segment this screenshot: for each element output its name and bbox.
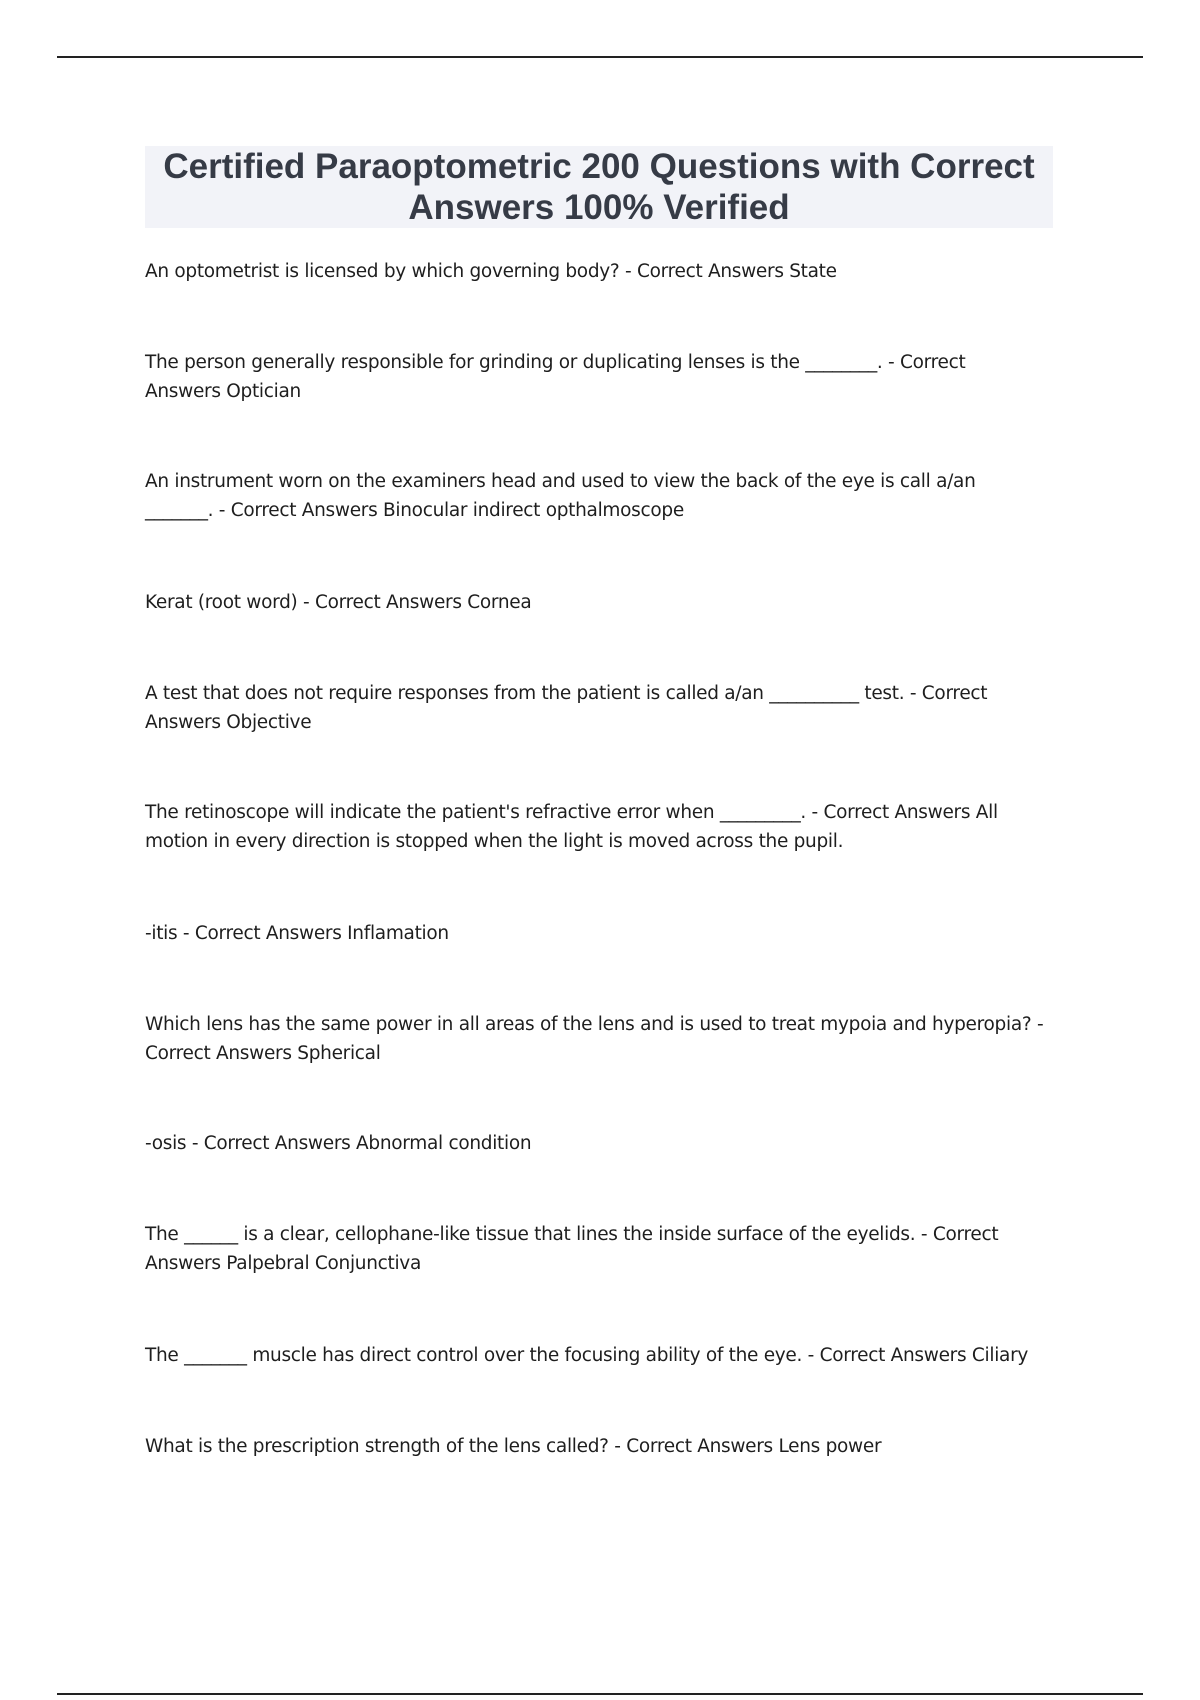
qa-item: -osis - Correct Answers Abnormal condition xyxy=(145,1133,532,1154)
title-line-1: Certified Paraoptometric 200 Questions with Correct xyxy=(163,147,1035,186)
title-line-2: Answers 100% Verified xyxy=(408,188,790,227)
qa-item: What is the prescription strength of the lens called? - Correct Answers Lens power xyxy=(145,1436,882,1457)
qa-item: Which lens has the same power in all areas of the lens and is used to treat mypoia and hyperopia? - Correct Answers Spherical xyxy=(145,1014,1044,1064)
qa-item: An instrument worn on the examiners head and used to view the back of the eye is call a/an _______. - Correct Answers Binocular indirect opthalmoscope xyxy=(145,471,976,521)
qa-item: A test that does not require responses from the patient is called a/an __________ test. - Correct Answers Objective xyxy=(145,683,988,733)
top-divider xyxy=(57,56,1143,58)
qa-item: The _______ muscle has direct control over the focusing ability of the eye. - Correct Answers Ciliary xyxy=(145,1345,1029,1366)
document-title xyxy=(145,146,1053,228)
qa-item: -itis - Correct Answers Inflamation xyxy=(145,923,449,944)
qa-item: The ______ is a clear, cellophane-like tissue that lines the inside surface of the eyelids. - Correct Answers Palpebral Conjunctiva xyxy=(145,1224,999,1274)
qa-item: An optometrist is licensed by which governing body? - Correct Answers State xyxy=(145,261,837,282)
qa-item: The person generally responsible for grinding or duplicating lenses is the ________. - Correct Answers Optician xyxy=(145,352,966,402)
bottom-divider xyxy=(57,1693,1143,1695)
title-block xyxy=(145,146,1053,228)
qa-item: Kerat (root word) - Correct Answers Cornea xyxy=(145,592,532,613)
qa-item: The retinoscope will indicate the patient's refractive error when _________. - Correct Answers All motion in every direction is stopped when the light is moved across the pupil. xyxy=(145,802,998,852)
